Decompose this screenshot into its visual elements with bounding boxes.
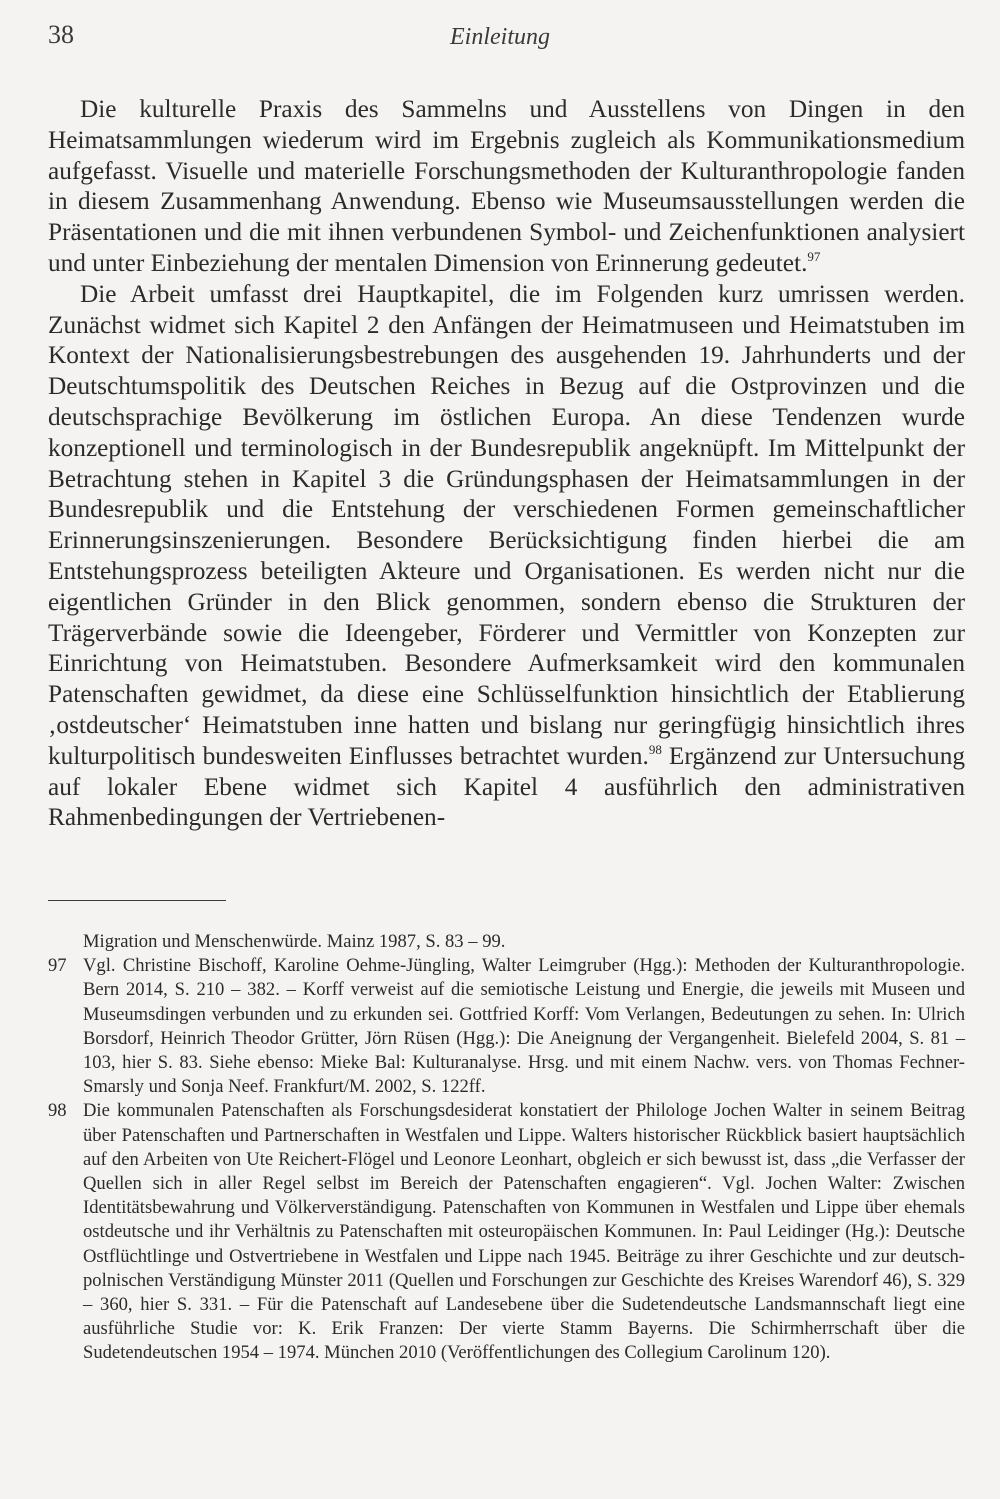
running-head: Einleitung	[450, 24, 550, 50]
paragraph-1	[48, 94, 965, 279]
main-text	[48, 94, 965, 833]
footnote-ref-98: 98	[648, 741, 662, 757]
page-number: 38	[48, 20, 74, 49]
paragraph-1-text: Die kulturelle Praxis des Sammelns und Ausstellens von Dingen in den Heimatsammlungen wiederum wird im Ergebnis zugleich als Kommunikationsmedium aufgefasst. Visuelle und materielle Forschungsmethoden der Kulturanthropologie fanden in diesem Zusammenhang Anwendung. Ebenso wie Museumsausstellungen werden die Präsentationen und die mit ihnen verbundenen Symbol- und Zeichenfunktionen analysiert und unter Einbeziehung der mentalen Dimension von Erinnerung gedeutet.	[48, 95, 965, 277]
paragraph-2-text: Die Arbeit umfasst drei Hauptkapitel, die im Folgenden kurz umrissen werden. Zunächst widmet sich Kapitel 2 den Anfängen der Heimatmuseen und Heimatstuben im Kontext der Nationalisierungsbestrebungen des ausgehenden 19. Jahrhunderts und der Deutschtumspolitik des Deutschen Reiches in Bezug auf die Ostprovinzen und die deutschsprachige Bevölkerung im östlichen Europa. An diese Tendenzen wurde konzeptionell und terminologisch in der Bundesrepublik angeknüpft. Im Mittelpunkt der Betrachtung stehen in Kapitel 3 die Gründungsphasen der Heimatsammlungen in der Bundesrepublik und die Entstehung der verschiedenen Formen gemeinschaftlicher Erinnerungsinszenierungen. Besondere Berücksichtigung finden hierbei die am Entstehungsprozess beteiligten Akteure und Organisationen. Es werden nicht nur die eigentlichen Gründer in den Blick genommen, sondern ebenso die Strukturen der Trägerverbände sowie die Ideengeber, Förderer und Vermittler von Konzepten zur Einrichtung von Heimatstuben. Besondere Aufmerksamkeit wird den kommunalen Patenschaften gewidmet, da diese eine Schlüsselfunktion hinsichtlich der Etablierung ‚ostdeutscher‘ Heimatstuben inne hatten und bislang nur geringfügig hinsichtlich ihres kulturpolitisch bundesweiten Einflusses betrachtet wurden.	[48, 279, 965, 770]
footnote-97	[48, 954, 965, 1099]
footnote-continued	[48, 930, 965, 954]
footnote-ref-97: 97	[807, 248, 821, 264]
footnote-text: Die kommunalen Patenschaften als Forschungsdesiderat konstatiert der Philologe Jochen Walter in seinem Beitrag über Patenschaften und Partnerschaften in Westfalen und Lippe. Walters historischer Rückblick basiert hauptsächlich auf den Arbeiten von Ute Reichert-Flögel und Leonore Leonhart, obgleich er sich bewusst ist, dass „die Verfasser der Quellen sich in aller Regel selbst im Bereich der Patenschaften engagieren“. Vgl. Jochen Walter: Zwischen Identitätsbewahrung und Völkerverständigung. Patenschaften von Kommunen in Westfalen und Lippe über ehemals ostdeutsche und ihr Verhältnis zu Patenschaften mit osteuropäischen Kommunen. In: Paul Leidinger (Hg.): Deutsche Ostflüchtlinge und Ostvertriebene in Westfalen und Lippe nach 1945. Beiträge zu ihrer Geschichte und zur deutsch-polnischen Verständigung Münster 2011 (Quellen und Forschungen zur Geschichte des Kreises Warendorf 46), S. 329 – 360, hier S. 331. – Für die Patenschaft auf Landesebene über die Sudetendeutsche Landsmannschaft liegt eine ausführliche Studie vor: K. Erik Franzen: Der vierte Stamm Bayerns. Die Schirmherrschaft über die Sudetendeutschen 1954 – 1974. München 2010 (Veröffentlichungen des Collegium Carolinum 120).	[83, 1100, 965, 1364]
footnote-98	[48, 1099, 965, 1365]
footnote-number: 98	[48, 1100, 67, 1122]
footnote-number: 97	[48, 955, 67, 977]
footnote-rule	[48, 900, 226, 901]
footnote-text: Vgl. Christine Bischoff, Karoline Oehme-Jüngling, Walter Leimgruber (Hgg.): Methoden der Kulturanthropologie. Bern 2014, S. 210 – 382. – Korff verweist auf die semiotische Leistung und Energie, die jeweils mit Museen und Museumsdingen verbunden und zu erkunden sei. Gottfried Korff: Vom Verlangen, Bedeutungen zu sehen. In: Ulrich Borsdorf, Heinrich Theodor Grütter, Jörn Rüsen (Hgg.): Die Aneignung der Vergangenheit. Bielefeld 2004, S. 81 – 103, hier S. 83. Siehe ebenso: Mieke Bal: Kulturanalyse. Hrsg. und mit einem Nachw. vers. von Thomas Fechner-Smarsly und Sonja Neef. Frankfurt/M. 2002, S. 122ff.	[83, 955, 965, 1098]
footnote-text: Migration und Menschenwürde. Mainz 1987, S. 83 – 99.	[83, 931, 506, 952]
footnotes	[48, 930, 965, 1366]
paragraph-2	[48, 279, 965, 833]
paragraph-2-after: Ergänzend zur Untersuchung auf lokaler Ebene widmet sich Kapitel 4 ausführlich den administrativen Rahmenbedingungen der Vertriebenen-	[48, 741, 965, 832]
